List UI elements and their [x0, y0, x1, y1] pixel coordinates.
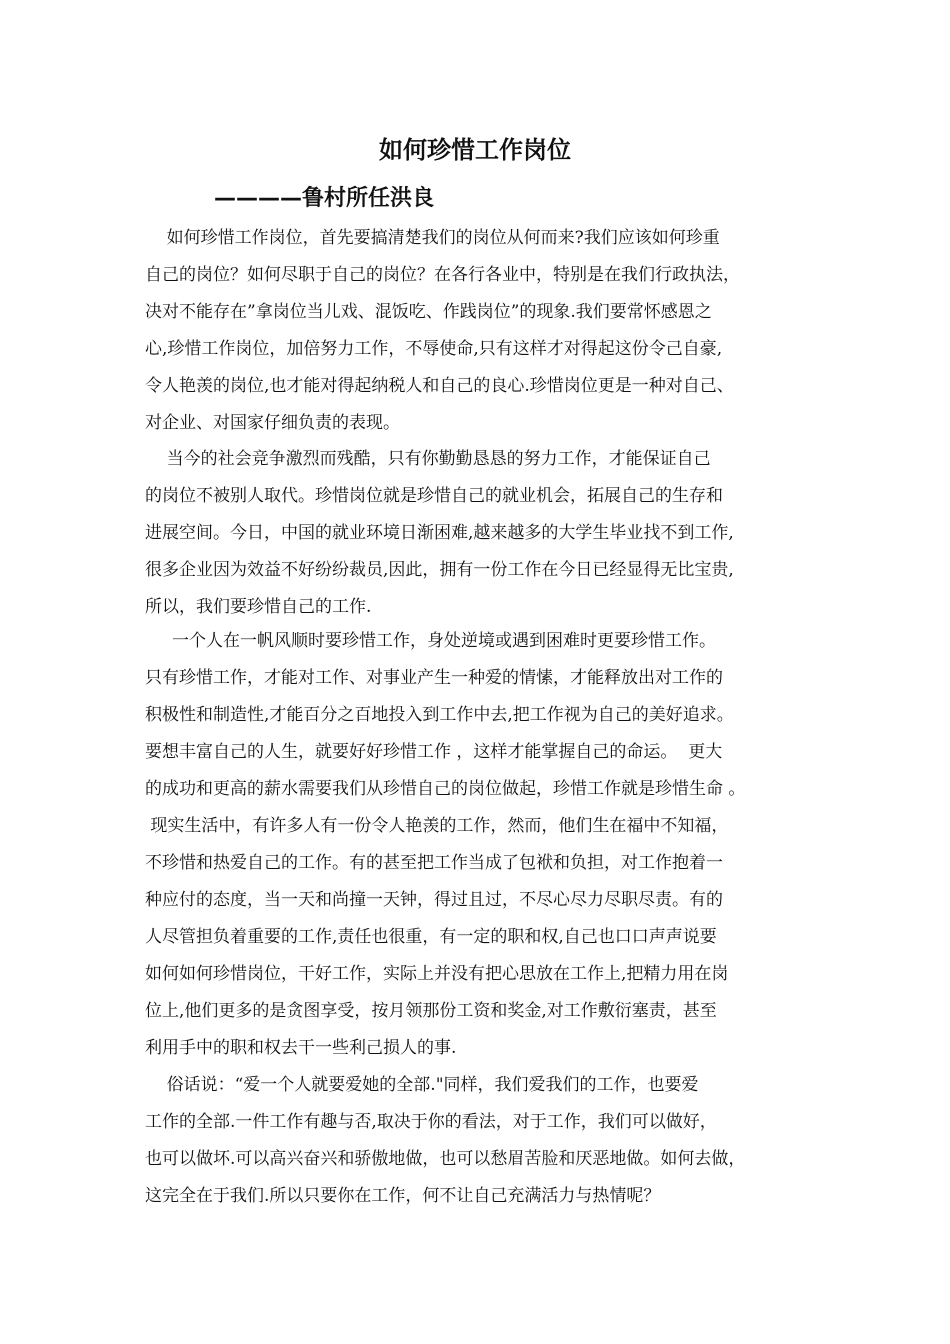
body-line: 一个人在一帆风顺时要珍惜工作，身处逆境或遇到困难时更要珍惜工作。	[145, 631, 717, 651]
body-line: 对企业、对国家仔细负责的表现。	[145, 413, 400, 433]
body-line: 种应付的态度，当一天和尚撞一天钟，得过且过，不尽心尽力尽职尽责。有的	[145, 890, 723, 910]
body-line: 如何珍惜工作岗位，首先要搞清楚我们的岗位从何而来?我们应该如何珍重	[145, 228, 720, 248]
body-line: 的成功和更高的薪水需要我们从珍惜自己的岗位做起，珍惜工作就是珍惜生命 。	[145, 779, 746, 799]
document-author-line: ————鲁村所任洪良	[214, 186, 435, 211]
body-line: 如何如何珍惜岗位，干好工作，实际上并没有把心思放在工作上,把精力用在岗	[145, 964, 729, 984]
body-line: 自己的岗位？如何尽职于自己的岗位？在各行各业中，特别是在我们行政执法，	[145, 265, 740, 285]
body-line: 利用手中的职和权去干一些利己损人的事.	[145, 1038, 457, 1058]
body-line: 心,珍惜工作岗位，加倍努力工作，不辱使命,只有这样才对得起这份令己自豪,	[145, 339, 723, 359]
body-line: 工作的全部.一件工作有趣与否,取决于你的看法，对于工作，我们可以做好，	[145, 1112, 717, 1132]
body-line: 所以，我们要珍惜自己的工作.	[145, 597, 372, 617]
body-line: 进展空间。今日，中国的就业环境日渐困难,越来越多的大学生毕业找不到工作,	[145, 523, 734, 543]
body-line: 决对不能存在”拿岗位当儿戏、混饭吃、作践岗位”的现象.我们要常怀感恩之	[145, 302, 712, 322]
body-line: 这完全在于我们.所以只要你在工作，何不让自己充满活力与热情呢？	[145, 1186, 661, 1206]
body-line: 的岗位不被别人取代。珍惜岗位就是珍惜自己的就业机会，拓展自己的生存和	[145, 486, 723, 506]
body-line: 当今的社会竞争激烈而残酷，只有你勤勤恳恳的努力工作，才能保证自己	[145, 449, 711, 469]
body-line: 令人艳羡的岗位,也才能对得起纳税人和自己的良心.珍惜岗位更是一种对自己、	[145, 376, 734, 396]
body-line: 俗话说：“爱一个人就要爱她的全部."同样，我们爱我们的工作，也要爱	[145, 1075, 699, 1095]
body-line: 人尽管担负着重要的工作,责任也很重，有一定的职和权,自己也口口声声说要	[145, 927, 717, 947]
body-line: 只有珍惜工作，才能对工作、对事业产生一种爱的情愫，才能释放出对工作的	[145, 668, 723, 688]
body-line: 位上,他们更多的是贪图享受，按月领那份工资和奖金,对工作敷衍塞责，甚至	[145, 1001, 717, 1021]
body-line: 也可以做坏.可以高兴奋兴和骄傲地做，也可以愁眉苦脸和厌恶地做。如何去做，	[145, 1149, 746, 1169]
body-line: 现实生活中，有许多人有一份令人艳羡的工作，然而，他们生在福中不知福，	[145, 816, 729, 836]
body-line: 很多企业因为效益不好纷纷裁员,因此，拥有一份工作在今日已经显得无比宝贵,	[145, 560, 734, 580]
document-title: 如何珍惜工作岗位	[379, 136, 571, 164]
body-line: 积极性和制造性,才能百分之百地投入到工作中去,把工作视为自己的美好追求。	[145, 705, 734, 725]
body-line: 不珍惜和热爱自己的工作。有的甚至把工作当成了包袱和负担，对工作抱着一	[145, 853, 723, 873]
body-line: 要想丰富自己的人生，就要好好珍惜工作 ，这样才能掌握自己的命运。 更大	[145, 742, 723, 762]
